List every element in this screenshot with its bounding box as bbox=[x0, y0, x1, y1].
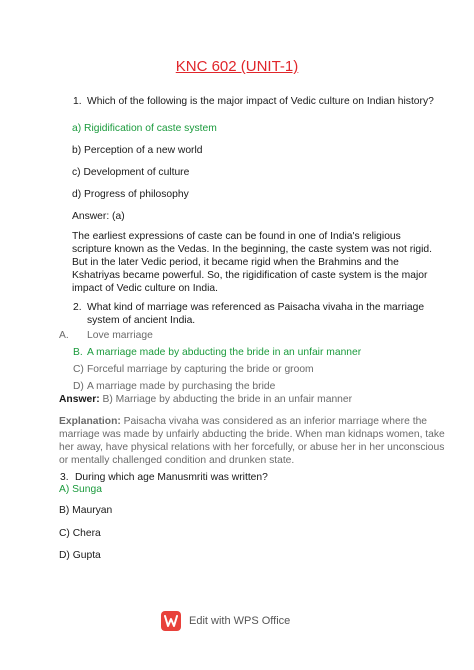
q3-option-b: B) Mauryan bbox=[59, 505, 113, 516]
q3-option-a: A) Sunga bbox=[59, 484, 102, 495]
q1-option-b: b) Perception of a new world bbox=[72, 145, 203, 156]
wps-edit-label: Edit with WPS Office bbox=[189, 615, 291, 627]
q2-option-letter-a: A. bbox=[59, 330, 69, 341]
q2-explanation-line: Paisacha vivaha was considered as an inferior marriage where the bbox=[123, 416, 428, 427]
q3-number: 3. bbox=[60, 472, 69, 483]
q2-explanation-line: her away, have physical relations with her forcefully, or abuse her in her unconscious bbox=[59, 442, 445, 453]
q1-explanation-line: impact of Vedic culture on India. bbox=[72, 283, 218, 294]
q2-question-line: What kind of marriage was referenced as Paisacha vivaha in the marriage bbox=[87, 302, 425, 313]
q2-option-a: Love marriage bbox=[87, 330, 153, 341]
q2-explanation-line: or mentally challenged condition and drunken state. bbox=[59, 455, 295, 466]
q2-option-letter-b: B. bbox=[73, 347, 83, 358]
q2-option-d: A marriage made by purchasing the bride bbox=[87, 381, 276, 392]
q1-question: Which of the following is the major impact of Vedic culture on Indian history? bbox=[87, 96, 434, 107]
q1-explanation-line: scripture known as the Vedas. In the beginning, the caste system was not rigid. bbox=[72, 244, 433, 255]
q2-option-c: Forceful marriage by capturing the bride or groom bbox=[87, 364, 314, 375]
q2-option-b: A marriage made by abducting the bride in an unfair manner bbox=[87, 347, 362, 358]
q2-option-letter-c: C) bbox=[73, 364, 84, 375]
q2-explanation-label: Explanation: bbox=[59, 416, 121, 427]
q1-explanation-line: But in the later Vedic period, it became rigid when the Brahmins and the bbox=[72, 257, 399, 268]
q2-option-letter-d: D) bbox=[73, 381, 84, 392]
wps-logo-icon bbox=[161, 611, 181, 631]
q1-explanation-line: The earliest expressions of caste can be found in one of India's religious bbox=[72, 231, 401, 242]
q1-answer: Answer: (a) bbox=[72, 211, 125, 222]
q1-option-a: a) Rigidification of caste system bbox=[72, 123, 217, 134]
q2-answer-text: B) Marriage by abducting the bride in an unfair manner bbox=[102, 394, 353, 405]
q1-option-c: c) Development of culture bbox=[72, 167, 190, 178]
q2-answer-label: Answer: bbox=[59, 394, 100, 405]
q2-question-line: system of ancient India. bbox=[87, 315, 196, 326]
q1-number: 1. bbox=[73, 96, 82, 107]
q3-option-c: C) Chera bbox=[59, 528, 101, 539]
q2-number: 2. bbox=[73, 302, 82, 313]
q3-option-d: D) Gupta bbox=[59, 550, 101, 561]
wps-edit-watermark[interactable] bbox=[161, 610, 290, 632]
q3-question: During which age Manusmriti was written? bbox=[75, 472, 268, 483]
q1-option-d: d) Progress of philosophy bbox=[72, 189, 189, 200]
page-title: KNC 602 (UNIT-1) bbox=[175, 58, 299, 75]
q1-explanation-line: Kshatriyas became powerful. So, the rigidification of caste system is the major bbox=[72, 270, 428, 281]
q2-explanation-line: marriage was made by unfairly abducting the bride. When man kidnaps women, take bbox=[59, 429, 445, 440]
